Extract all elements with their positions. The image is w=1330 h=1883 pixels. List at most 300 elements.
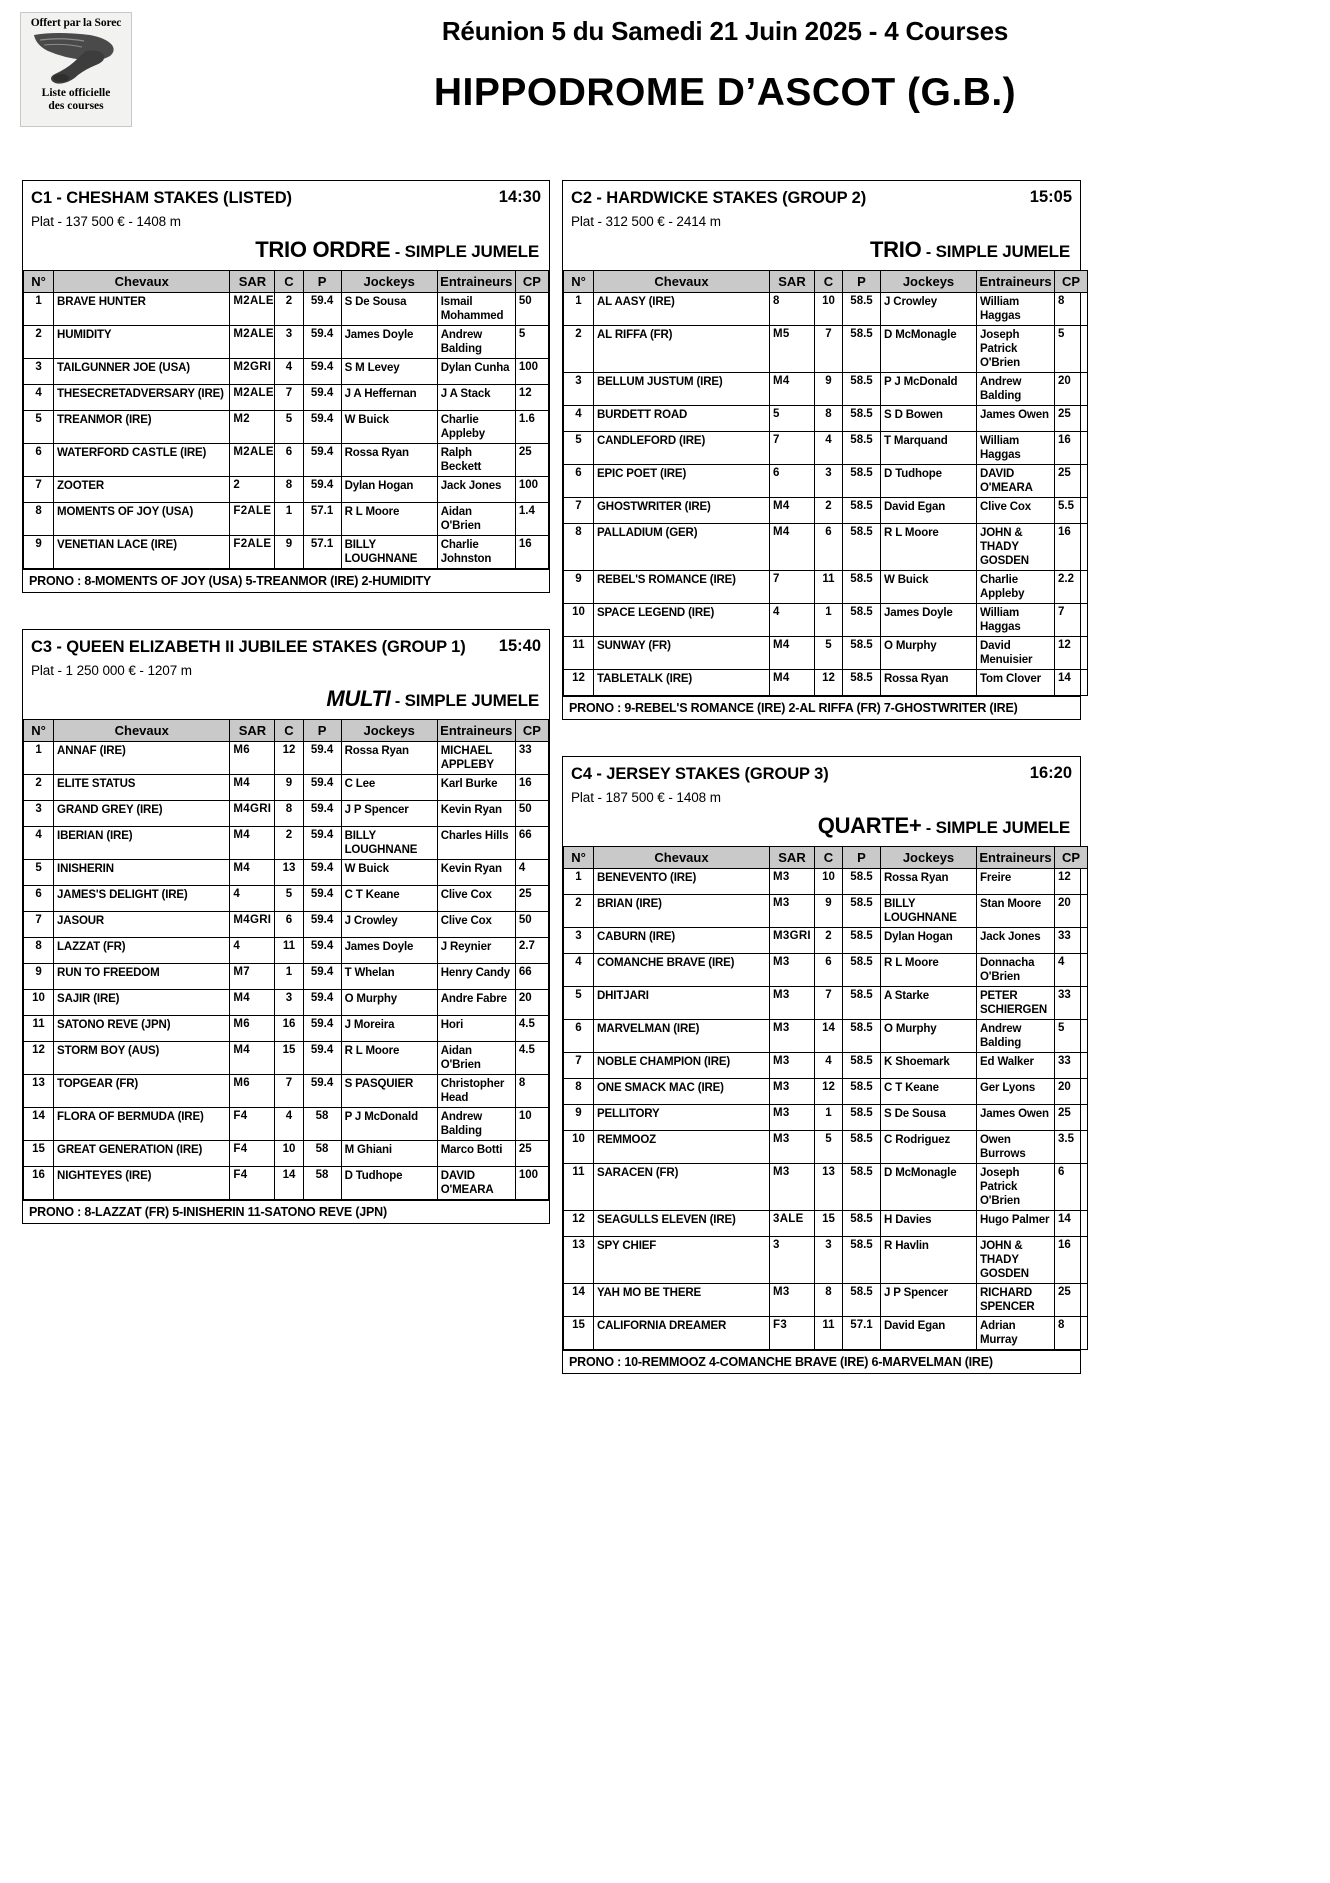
runner-c: 6 bbox=[275, 444, 303, 477]
runner-weight: 59.4 bbox=[303, 964, 341, 990]
table-row[interactable] bbox=[564, 1131, 1088, 1164]
runner-sar: M4 bbox=[230, 827, 275, 860]
runner-number: 3 bbox=[24, 359, 54, 385]
runner-jockey: W Buick bbox=[881, 571, 977, 604]
runner-horse-name: REMMOOZ bbox=[594, 1131, 770, 1164]
runner-cp: 4 bbox=[515, 860, 548, 886]
runner-number: 11 bbox=[564, 637, 594, 670]
table-row[interactable] bbox=[564, 670, 1088, 696]
runner-weight: 58.5 bbox=[843, 604, 881, 637]
runner-horse-name: CABURN (IRE) bbox=[594, 928, 770, 954]
runner-weight: 58.5 bbox=[843, 637, 881, 670]
runner-cp: 50 bbox=[515, 912, 548, 938]
page-header bbox=[0, 0, 1330, 152]
table-row[interactable] bbox=[24, 990, 549, 1016]
runner-horse-name: ELITE STATUS bbox=[54, 775, 230, 801]
runner-trainer: PETER SCHIERGEN bbox=[977, 987, 1055, 1020]
runner-weight: 59.4 bbox=[303, 990, 341, 1016]
race-conditions: Plat - 187 500 € - 1408 m bbox=[571, 790, 721, 805]
runner-weight: 58.5 bbox=[843, 1211, 881, 1237]
table-row[interactable] bbox=[24, 938, 549, 964]
runner-trainer: RICHARD SPENCER bbox=[977, 1284, 1055, 1317]
runner-cp: 8 bbox=[515, 1075, 548, 1108]
runner-horse-name: IBERIAN (IRE) bbox=[54, 827, 230, 860]
runner-weight: 58.5 bbox=[843, 406, 881, 432]
runner-weight: 59.4 bbox=[303, 385, 341, 411]
runner-c: 10 bbox=[815, 293, 843, 326]
table-row[interactable] bbox=[564, 571, 1088, 604]
prono-line: PRONO : 10-REMMOOZ 4-COMANCHE BRAVE (IRE) 6-MARVELMAN (IRE) bbox=[562, 1351, 1081, 1374]
runner-number: 5 bbox=[564, 432, 594, 465]
meeting-title: Réunion 5 du Samedi 21 Juin 2025 - 4 Courses bbox=[441, 16, 1009, 46]
runner-weight: 58.5 bbox=[843, 869, 881, 895]
bet-type-primary: TRIO bbox=[870, 237, 922, 262]
runner-weight: 58 bbox=[303, 1141, 341, 1167]
runner-number: 5 bbox=[24, 860, 54, 886]
runner-weight: 58.5 bbox=[843, 498, 881, 524]
race-spacer bbox=[562, 720, 1081, 756]
table-row[interactable] bbox=[564, 987, 1088, 1020]
col-header-jockeys: Jockeys bbox=[881, 271, 977, 293]
runner-cp: 100 bbox=[515, 1167, 548, 1200]
runner-trainer: Freire bbox=[977, 869, 1055, 895]
runner-sar: 4 bbox=[230, 938, 275, 964]
runner-trainer: Adrian Murray bbox=[977, 1317, 1055, 1350]
runner-weight: 59.4 bbox=[303, 860, 341, 886]
runner-jockey: P J McDonald bbox=[341, 1108, 437, 1141]
runner-jockey: James Doyle bbox=[881, 604, 977, 637]
runner-trainer: Marco Botti bbox=[437, 1141, 515, 1167]
runner-c: 3 bbox=[815, 1237, 843, 1284]
runner-cp: 16 bbox=[1055, 432, 1088, 465]
runner-horse-name: AL AASY (IRE) bbox=[594, 293, 770, 326]
runner-sar: 3ALE bbox=[770, 1211, 815, 1237]
runner-jockey: R Havlin bbox=[881, 1237, 977, 1284]
runner-cp: 5 bbox=[1055, 1020, 1088, 1053]
table-row[interactable] bbox=[24, 775, 549, 801]
left-column bbox=[22, 180, 550, 1260]
runners-table bbox=[23, 270, 549, 569]
table-row[interactable] bbox=[564, 432, 1088, 465]
runner-number: 6 bbox=[24, 444, 54, 477]
race-header bbox=[23, 181, 549, 270]
runner-c: 2 bbox=[815, 498, 843, 524]
runner-c: 1 bbox=[275, 503, 303, 536]
runner-horse-name: GRAND GREY (IRE) bbox=[54, 801, 230, 827]
runner-jockey: O Murphy bbox=[881, 1020, 977, 1053]
table-row[interactable] bbox=[24, 1075, 549, 1108]
runner-horse-name: TAILGUNNER JOE (USA) bbox=[54, 359, 230, 385]
table-row[interactable] bbox=[24, 886, 549, 912]
table-row[interactable] bbox=[24, 827, 549, 860]
runner-jockey: Rossa Ryan bbox=[881, 869, 977, 895]
runner-weight: 59.4 bbox=[303, 1016, 341, 1042]
runner-cp: 5.5 bbox=[1055, 498, 1088, 524]
runner-trainer: Clive Cox bbox=[437, 886, 515, 912]
runner-c: 2 bbox=[275, 827, 303, 860]
table-row[interactable] bbox=[564, 1020, 1088, 1053]
runner-cp: 7 bbox=[1055, 604, 1088, 637]
runner-sar: F4 bbox=[230, 1141, 275, 1167]
runner-weight: 59.4 bbox=[303, 827, 341, 860]
runner-trainer: Aidan O'Brien bbox=[437, 503, 515, 536]
runners-table bbox=[563, 846, 1088, 1350]
runner-number: 9 bbox=[24, 536, 54, 569]
race-title-row bbox=[31, 188, 541, 208]
runner-jockey: S De Sousa bbox=[881, 1105, 977, 1131]
runner-sar: F4 bbox=[230, 1108, 275, 1141]
table-row[interactable] bbox=[24, 1108, 549, 1141]
runner-sar: M4 bbox=[770, 498, 815, 524]
col-header-sar: SAR bbox=[230, 720, 275, 742]
runner-sar: 8 bbox=[770, 293, 815, 326]
runner-number: 11 bbox=[24, 1016, 54, 1042]
runner-cp: 14 bbox=[1055, 1211, 1088, 1237]
table-row[interactable] bbox=[564, 293, 1088, 326]
col-header-jockeys: Jockeys bbox=[341, 271, 437, 293]
runner-sar: M4 bbox=[770, 524, 815, 571]
runner-c: 3 bbox=[275, 326, 303, 359]
table-row[interactable] bbox=[24, 964, 549, 990]
runner-sar: M3 bbox=[770, 1079, 815, 1105]
bet-types bbox=[571, 813, 1072, 839]
runner-c: 7 bbox=[815, 326, 843, 373]
runner-c: 8 bbox=[275, 801, 303, 827]
runner-jockey: J Moreira bbox=[341, 1016, 437, 1042]
table-row[interactable] bbox=[24, 359, 549, 385]
runner-horse-name: SARACEN (FR) bbox=[594, 1164, 770, 1211]
table-row[interactable] bbox=[24, 912, 549, 938]
runner-weight: 58.5 bbox=[843, 1237, 881, 1284]
runner-cp: 16 bbox=[515, 775, 548, 801]
runner-horse-name: ZOOTER bbox=[54, 477, 230, 503]
race-title-row bbox=[571, 188, 1072, 208]
runners-table bbox=[563, 270, 1088, 696]
table-row[interactable] bbox=[24, 477, 549, 503]
bet-type-secondary: SIMPLE JUMELE bbox=[404, 242, 539, 261]
runner-trainer: Joseph Patrick O'Brien bbox=[977, 326, 1055, 373]
runner-jockey: O Murphy bbox=[881, 637, 977, 670]
runner-jockey: A Starke bbox=[881, 987, 977, 1020]
table-row[interactable] bbox=[564, 1105, 1088, 1131]
runner-sar: F3 bbox=[770, 1317, 815, 1350]
table-row[interactable] bbox=[564, 373, 1088, 406]
col-header-trainers: Entraineurs bbox=[977, 271, 1055, 293]
runner-sar: M3 bbox=[770, 1164, 815, 1211]
runner-c: 5 bbox=[815, 637, 843, 670]
table-row[interactable] bbox=[24, 860, 549, 886]
table-row[interactable] bbox=[564, 1079, 1088, 1105]
runner-horse-name: COMANCHE BRAVE (IRE) bbox=[594, 954, 770, 987]
runner-c: 11 bbox=[815, 571, 843, 604]
table-row[interactable] bbox=[24, 385, 549, 411]
runner-trainer: Dylan Cunha bbox=[437, 359, 515, 385]
col-header-p: P bbox=[303, 720, 341, 742]
runner-number: 9 bbox=[24, 964, 54, 990]
table-row[interactable] bbox=[24, 411, 549, 444]
bet-types bbox=[31, 237, 541, 263]
runner-c: 9 bbox=[815, 373, 843, 406]
runner-weight: 58.5 bbox=[843, 524, 881, 571]
runner-trainer: William Haggas bbox=[977, 604, 1055, 637]
runner-horse-name: SATONO REVE (JPN) bbox=[54, 1016, 230, 1042]
runner-jockey: M Ghiani bbox=[341, 1141, 437, 1167]
runners-table bbox=[23, 719, 549, 1200]
table-row[interactable] bbox=[564, 954, 1088, 987]
table-row[interactable] bbox=[564, 637, 1088, 670]
runner-jockey: David Egan bbox=[881, 498, 977, 524]
runner-sar: M3 bbox=[770, 1020, 815, 1053]
runner-cp: 50 bbox=[515, 801, 548, 827]
table-row[interactable] bbox=[564, 869, 1088, 895]
runner-weight: 58.5 bbox=[843, 1020, 881, 1053]
runner-trainer: Charles Hills bbox=[437, 827, 515, 860]
table-row[interactable] bbox=[24, 1016, 549, 1042]
runner-horse-name: BRAVE HUNTER bbox=[54, 293, 230, 326]
runner-number: 7 bbox=[564, 498, 594, 524]
runner-c: 14 bbox=[815, 1020, 843, 1053]
runner-cp: 66 bbox=[515, 964, 548, 990]
runner-sar: F2ALE bbox=[230, 536, 275, 569]
col-header-trainers: Entraineurs bbox=[437, 720, 515, 742]
runner-trainer: Henry Candy bbox=[437, 964, 515, 990]
runner-c: 12 bbox=[815, 670, 843, 696]
runner-jockey: J Crowley bbox=[341, 912, 437, 938]
table-row[interactable] bbox=[24, 742, 549, 775]
runner-horse-name: WATERFORD CASTLE (IRE) bbox=[54, 444, 230, 477]
table-row[interactable] bbox=[24, 503, 549, 536]
runner-c: 15 bbox=[275, 1042, 303, 1075]
runner-sar: 3 bbox=[770, 1237, 815, 1284]
runner-sar: M2ALE bbox=[230, 326, 275, 359]
runner-jockey: Rossa Ryan bbox=[341, 444, 437, 477]
table-row[interactable] bbox=[564, 1211, 1088, 1237]
runner-sar: M4 bbox=[770, 637, 815, 670]
runner-sar: M3 bbox=[770, 1284, 815, 1317]
runner-cp: 100 bbox=[515, 359, 548, 385]
col-header-cp: CP bbox=[515, 271, 548, 293]
runner-trainer: Kevin Ryan bbox=[437, 801, 515, 827]
runner-weight: 58.5 bbox=[843, 293, 881, 326]
runner-weight: 59.4 bbox=[303, 742, 341, 775]
runner-c: 3 bbox=[815, 465, 843, 498]
runner-cp: 8 bbox=[1055, 293, 1088, 326]
race-title-row bbox=[31, 637, 541, 657]
runner-sar: M4 bbox=[770, 373, 815, 406]
runner-trainer: Charlie Johnston bbox=[437, 536, 515, 569]
table-row[interactable] bbox=[564, 1053, 1088, 1079]
runner-c: 1 bbox=[275, 964, 303, 990]
runner-number: 12 bbox=[564, 1211, 594, 1237]
table-row[interactable] bbox=[24, 326, 549, 359]
runner-weight: 58.5 bbox=[843, 1053, 881, 1079]
runner-jockey: R L Moore bbox=[341, 503, 437, 536]
race-conditions: Plat - 1 250 000 € - 1207 m bbox=[31, 663, 192, 678]
runner-trainer: Hugo Palmer bbox=[977, 1211, 1055, 1237]
runner-weight: 58.5 bbox=[843, 954, 881, 987]
col-header-c: C bbox=[815, 847, 843, 869]
runner-sar: M4 bbox=[230, 775, 275, 801]
runner-c: 1 bbox=[815, 604, 843, 637]
table-row[interactable] bbox=[564, 498, 1088, 524]
runner-trainer: J A Stack bbox=[437, 385, 515, 411]
runner-c: 8 bbox=[275, 477, 303, 503]
runner-trainer: Owen Burrows bbox=[977, 1131, 1055, 1164]
runner-sar: M2ALE bbox=[230, 293, 275, 326]
table-row[interactable] bbox=[24, 293, 549, 326]
table-row[interactable] bbox=[24, 801, 549, 827]
table-row[interactable] bbox=[564, 1284, 1088, 1317]
runner-jockey: C T Keane bbox=[881, 1079, 977, 1105]
runner-jockey: S PASQUIER bbox=[341, 1075, 437, 1108]
runner-horse-name: JAMES'S DELIGHT (IRE) bbox=[54, 886, 230, 912]
table-row[interactable] bbox=[24, 1042, 549, 1075]
runner-cp: 25 bbox=[515, 886, 548, 912]
runner-cp: 16 bbox=[515, 536, 548, 569]
runner-c: 4 bbox=[815, 1053, 843, 1079]
runner-number: 3 bbox=[564, 928, 594, 954]
race-block-c3 bbox=[22, 629, 550, 1260]
table-row[interactable] bbox=[24, 536, 549, 569]
bet-separator: - bbox=[921, 820, 936, 837]
logo-top-text: Offert par la Sorec bbox=[30, 17, 122, 29]
runner-trainer: Karl Burke bbox=[437, 775, 515, 801]
runner-c: 5 bbox=[275, 886, 303, 912]
runner-horse-name: TOPGEAR (FR) bbox=[54, 1075, 230, 1108]
runner-cp: 66 bbox=[515, 827, 548, 860]
runner-c: 2 bbox=[815, 928, 843, 954]
runner-trainer: Charlie Appleby bbox=[437, 411, 515, 444]
runner-trainer: J Reynier bbox=[437, 938, 515, 964]
runner-horse-name: SPACE LEGEND (IRE) bbox=[594, 604, 770, 637]
runner-number: 16 bbox=[24, 1167, 54, 1200]
runner-cp: 8 bbox=[1055, 1317, 1088, 1350]
race-spacer bbox=[22, 1224, 550, 1260]
runner-number: 3 bbox=[564, 373, 594, 406]
race-name: C3 - QUEEN ELIZABETH II JUBILEE STAKES (GROUP 1) bbox=[31, 638, 466, 656]
runner-horse-name: JASOUR bbox=[54, 912, 230, 938]
runner-number: 9 bbox=[564, 571, 594, 604]
runner-weight: 59.4 bbox=[303, 477, 341, 503]
runner-horse-name: CANDLEFORD (IRE) bbox=[594, 432, 770, 465]
runner-cp: 20 bbox=[515, 990, 548, 1016]
runner-weight: 57.1 bbox=[843, 1317, 881, 1350]
runner-cp: 16 bbox=[1055, 524, 1088, 571]
table-row[interactable] bbox=[564, 465, 1088, 498]
runner-horse-name: SAJIR (IRE) bbox=[54, 990, 230, 1016]
runner-weight: 59.4 bbox=[303, 938, 341, 964]
table-row[interactable] bbox=[564, 1237, 1088, 1284]
race-name: C2 - HARDWICKE STAKES (GROUP 2) bbox=[571, 189, 867, 207]
right-column bbox=[562, 180, 1081, 1410]
col-header-horses: Chevaux bbox=[54, 720, 230, 742]
col-header-sar: SAR bbox=[770, 847, 815, 869]
race-spacer bbox=[562, 1374, 1081, 1410]
runner-weight: 58.5 bbox=[843, 326, 881, 373]
runner-horse-name: INISHERIN bbox=[54, 860, 230, 886]
table-row[interactable] bbox=[24, 1167, 549, 1200]
runner-horse-name: BELLUM JUSTUM (IRE) bbox=[594, 373, 770, 406]
runner-trainer: Andrew Balding bbox=[437, 326, 515, 359]
runner-number: 7 bbox=[564, 1053, 594, 1079]
runner-cp: 25 bbox=[1055, 406, 1088, 432]
runner-jockey: W Buick bbox=[341, 860, 437, 886]
table-row[interactable] bbox=[24, 1141, 549, 1167]
runner-horse-name: PALLADIUM (GER) bbox=[594, 524, 770, 571]
col-header-sar: SAR bbox=[770, 271, 815, 293]
runner-cp: 5 bbox=[1055, 326, 1088, 373]
runner-sar: F2ALE bbox=[230, 503, 275, 536]
runner-horse-name: BENEVENTO (IRE) bbox=[594, 869, 770, 895]
runner-number: 2 bbox=[564, 326, 594, 373]
runner-sar: M4 bbox=[230, 1042, 275, 1075]
runner-c: 3 bbox=[275, 990, 303, 1016]
runner-jockey: James Doyle bbox=[341, 938, 437, 964]
runner-trainer: Stan Moore bbox=[977, 895, 1055, 928]
runner-number: 6 bbox=[564, 1020, 594, 1053]
race-spacer bbox=[22, 593, 550, 629]
runner-trainer: DAVID O'MEARA bbox=[977, 465, 1055, 498]
runner-c: 5 bbox=[275, 411, 303, 444]
runner-number: 10 bbox=[564, 604, 594, 637]
table-row[interactable] bbox=[564, 1164, 1088, 1211]
runner-number: 11 bbox=[564, 1164, 594, 1211]
runner-sar: M3 bbox=[770, 1131, 815, 1164]
table-row[interactable] bbox=[564, 524, 1088, 571]
col-header-p: P bbox=[843, 847, 881, 869]
runner-cp: 4.5 bbox=[515, 1016, 548, 1042]
runner-horse-name: LAZZAT (FR) bbox=[54, 938, 230, 964]
runner-trainer: MICHAEL APPLEBY bbox=[437, 742, 515, 775]
sorec-logo bbox=[20, 12, 132, 127]
race-start-time: 15:40 bbox=[498, 637, 541, 655]
table-row[interactable] bbox=[564, 604, 1088, 637]
bet-separator: - bbox=[921, 244, 936, 261]
runner-number: 15 bbox=[564, 1317, 594, 1350]
runner-cp: 4 bbox=[1055, 954, 1088, 987]
runner-sar: M5 bbox=[770, 326, 815, 373]
runner-horse-name: PELLITORY bbox=[594, 1105, 770, 1131]
runner-c: 9 bbox=[275, 775, 303, 801]
runner-trainer: Kevin Ryan bbox=[437, 860, 515, 886]
runner-cp: 50 bbox=[515, 293, 548, 326]
table-row[interactable] bbox=[564, 406, 1088, 432]
table-row[interactable] bbox=[564, 928, 1088, 954]
table-row[interactable] bbox=[24, 444, 549, 477]
runner-trainer: Andre Fabre bbox=[437, 990, 515, 1016]
table-row[interactable] bbox=[564, 895, 1088, 928]
runner-cp: 14 bbox=[1055, 670, 1088, 696]
race-card bbox=[22, 180, 550, 570]
runner-number: 8 bbox=[564, 1079, 594, 1105]
runner-sar: M3 bbox=[770, 869, 815, 895]
runner-horse-name: RUN TO FREEDOM bbox=[54, 964, 230, 990]
runner-weight: 58 bbox=[303, 1167, 341, 1200]
col-header-p: P bbox=[303, 271, 341, 293]
runner-cp: 4.5 bbox=[515, 1042, 548, 1075]
table-row[interactable] bbox=[564, 326, 1088, 373]
runner-jockey: BILLY LOUGHNANE bbox=[341, 536, 437, 569]
runner-sar: M4 bbox=[230, 860, 275, 886]
runner-trainer: Ralph Beckett bbox=[437, 444, 515, 477]
runner-horse-name: NOBLE CHAMPION (IRE) bbox=[594, 1053, 770, 1079]
runner-number: 15 bbox=[24, 1141, 54, 1167]
runner-horse-name: VENETIAN LACE (IRE) bbox=[54, 536, 230, 569]
runner-horse-name: MARVELMAN (IRE) bbox=[594, 1020, 770, 1053]
runner-horse-name: TREANMOR (IRE) bbox=[54, 411, 230, 444]
table-row[interactable] bbox=[564, 1317, 1088, 1350]
runner-number: 13 bbox=[24, 1075, 54, 1108]
